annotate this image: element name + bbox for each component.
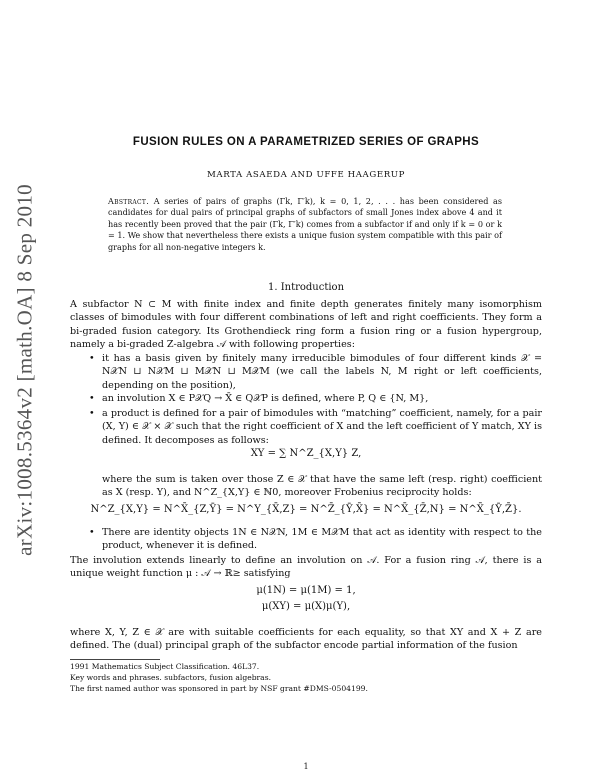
paper-authors: MARTA ASAEDA AND UFFE HAAGERUP <box>207 170 405 180</box>
equation-product: XY = ∑ N^Z_{X,Y} Z, <box>250 448 362 459</box>
list-item-continuation <box>80 473 542 500</box>
equation-weight-identity: μ(1N) = μ(1M) = 1, <box>256 585 356 596</box>
bullet-text: it has a basis given by finitely many irreducible bimodules of four different kinds 𝒳 = N𝒳N ⊔ N𝒳M ⊔ M𝒳N ⊔ M𝒳M (we call the labels N, M right or left coefficients, depending on the position), <box>102 353 542 391</box>
equation-weight-product: μ(XY) = μ(X)μ(Y), <box>261 601 351 612</box>
arxiv-identifier-stamp <box>8 180 42 560</box>
abstract-label: Abstract. <box>108 196 150 206</box>
footnote-keywords: Key words and phrases. subfactors, fusion algebras. <box>70 673 272 682</box>
equation-frobenius: N^Z_{X,Y} = N^X̄_{Z,Ȳ} = N^Y_{X̄,Z} = N^Z̄_{Ȳ,X̄} = N^X̄_{Z̄,N} = N^X̄_{Ȳ,Z̄}. <box>90 504 522 515</box>
bullet-continuation-text: where the sum is taken over those Z ∈ 𝒳 that have the same left (resp. right) coefficient as X (resp. Y), and N^Z_{X,Y} ∈ ℕ0, moreover Frobenius reciprocity holds: <box>102 474 542 499</box>
bullet-icon: • <box>89 408 95 419</box>
involution-paragraph: The involution extends linearly to define an involution on 𝒜. For a fusion ring 𝒜, there is a unique weight function μ : 𝒜 → ℝ≥ satisfying <box>70 555 542 580</box>
bullet-text: an involution X ∈ P𝒳Q → X̄ ∈ Q𝒳P is defined, where P, Q ∈ {N, M}, <box>102 393 429 404</box>
closing-paragraph: where X, Y, Z ∈ 𝒳 are with suitable coefficients for each equality, so that XY and X + Z are defined. The (dual) principal graph of the subfactor encode partial information of the fusion <box>70 627 542 652</box>
list-item <box>80 392 542 405</box>
page-number: 1 <box>303 762 309 771</box>
bullet-text: a product is defined for a pair of bimodules with “matching” coefficient, namely, for a pair (X, Y) ∈ 𝒳 × 𝒳 such that the right coefficient of X and the left coefficient of Y match, XY is defined. It decomposes as follows: <box>102 408 542 446</box>
list-item <box>80 407 542 447</box>
footnote-msc: 1991 Mathematics Subject Classification. 46L37. <box>70 662 260 671</box>
list-item <box>80 526 542 553</box>
bullet-icon: • <box>89 353 95 364</box>
bullet-text: There are identity objects 1N ∈ N𝒳N, 1M ∈ M𝒳M that act as identity with respect to the product, whenever it is defined. <box>102 527 542 552</box>
bullet-icon: • <box>89 527 95 538</box>
paper-title: FUSION RULES ON A PARAMETRIZED SERIES OF GRAPHS <box>132 136 480 148</box>
arxiv-identifier: arXiv:1008.5364v2 [math.OA] 8 Sep 2010 <box>12 184 37 556</box>
abstract-text: A series of pairs of graphs (Γk, Γ′k), k = 0, 1, 2, . . . has been considered as candidates for dual pairs of principal graphs of subfactors of small Jones index above 4 and it has recently been proved that the pair (Γk, Γ′k) comes from a subfactor if and only if k = 0 or k = 1. We show that nevertheless there exists a unique fusion system compatible with this pair of graphs for all non-negative integers k. <box>108 196 502 252</box>
footnote-grant: The first named author was sponsored in part by NSF grant #DMS-0504199. <box>70 684 368 693</box>
bullet-icon: • <box>89 393 95 404</box>
section-heading: 1. Introduction <box>267 282 345 293</box>
abstract <box>108 196 502 253</box>
intro-paragraph: A subfactor N ⊂ M with finite index and finite depth generates finitely many isomorphism classes of bimodules with four different combinations of left and right coefficients. They form a bi-graded fusion category. Its Grothendieck ring form a fusion ring or a fusion hypergroup, namely a bi-graded Z-algebra 𝒜 with following properties: <box>70 299 542 350</box>
footnote-divider <box>70 659 160 660</box>
list-item <box>80 352 542 392</box>
